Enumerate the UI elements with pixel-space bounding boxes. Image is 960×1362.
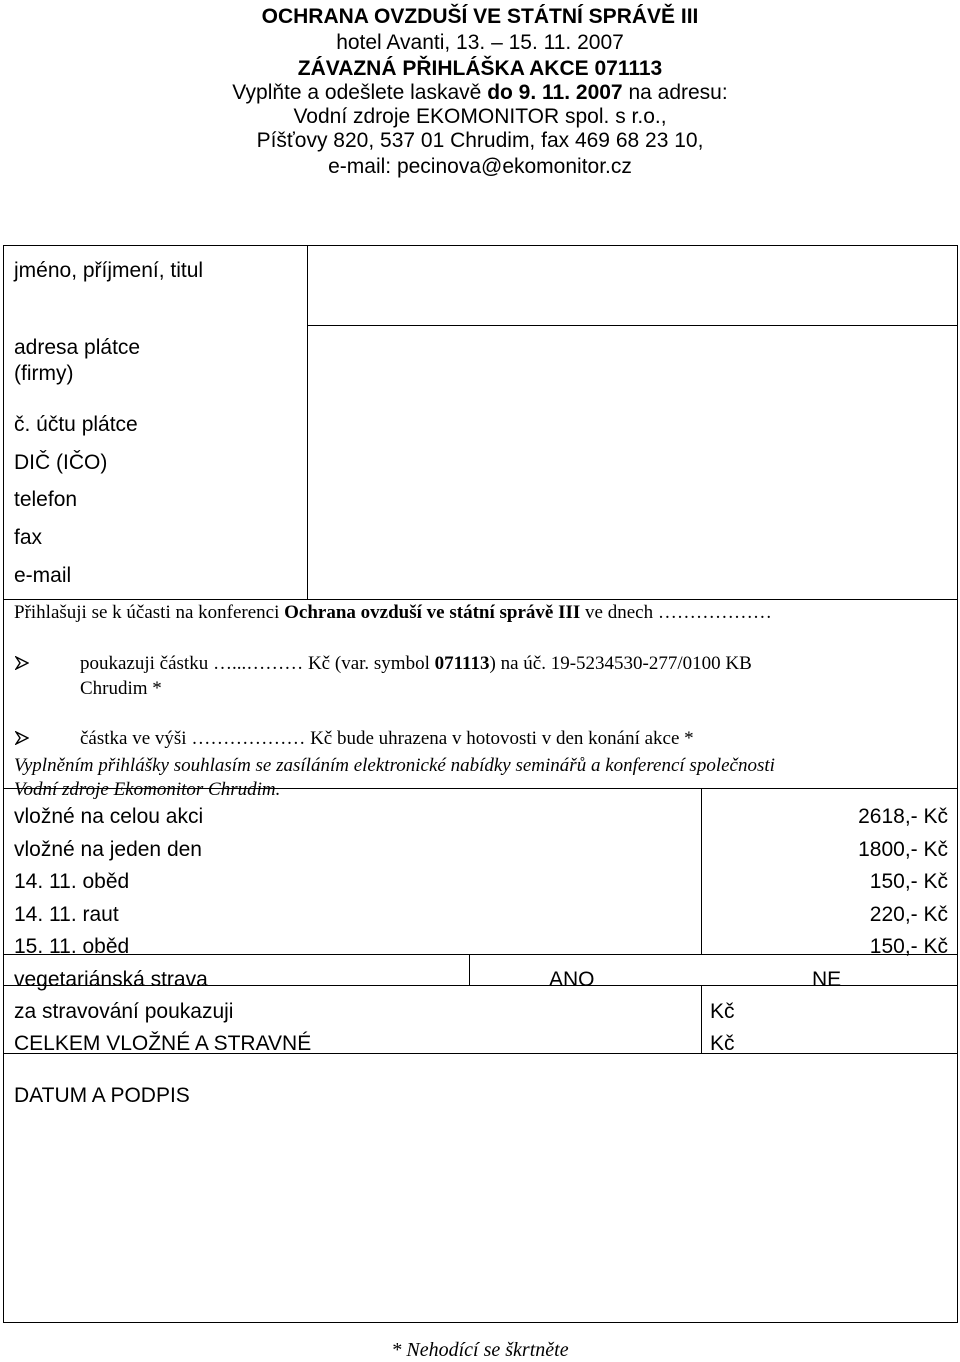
vegetarian-yes[interactable]: ANO [549,968,595,991]
food-payment-unit[interactable]: Kč [710,1000,735,1023]
bullet-arrow-icon [15,656,29,670]
payment-cash-option[interactable]: částka ve výši ……………… Kč bude uhrazena v hotovosti v den konání akce * [80,728,694,749]
dic-label: DIČ (IČO) [14,451,108,474]
fee-price-full: 2618,- Kč [858,805,948,828]
address-label-sub: (firmy) [14,362,74,385]
consent-text-1: Vyplněním přihlášky souhlasím se zasíláním elektronické nabídky seminářů a konferencí společnosti [14,755,775,776]
consent-text-2: Vodní zdroje Ekomonitor Chrudim. [14,779,281,800]
bullet-arrow-icon [15,731,29,745]
registration-text: Přihlašuji se k účasti na konferenci Ochrana ovzduší ve státní správě III ve dnech ……………… [14,602,772,623]
fax-label: fax [14,526,43,549]
fee-label-lunch-14: 14. 11. oběd [14,870,130,893]
vegetarian-no[interactable]: NE [812,968,842,991]
name-input[interactable] [310,247,955,323]
fee-label-raut: 14. 11. raut [14,903,119,926]
header-venue: hotel Avanti, 13. – 15. 11. 2007 [336,31,624,54]
payment-transfer-option[interactable]: poukazuji částku …...……… Kč (var. symbol 071113) na úč. 19-5234530-277/0100 KB [80,653,752,674]
total-unit[interactable]: Kč [710,1032,735,1055]
email-label: e-mail [14,564,72,587]
vegetarian-label: vegetariánská strava [14,968,208,991]
fee-label-day: vložné na jeden den [14,838,202,861]
header-form-title: ZÁVAZNÁ PŘIHLÁŠKA AKCE 071113 [297,57,663,80]
header-company: Vodní zdroje EKOMONITOR spol. s r.o., [293,105,667,128]
fee-price-lunch-15: 150,- Kč [869,935,948,958]
fee-price-raut: 220,- Kč [869,903,948,926]
address-label: adresa plátce [14,336,141,359]
payment-transfer-option-cont: Chrudim * [80,678,162,699]
header-instructions: Vyplňte a odešlete laskavě do 9. 11. 2007 na adresu: [232,81,728,104]
fee-label-lunch-15: 15. 11. oběd [14,935,130,958]
fee-label-full: vložné na celou akci [14,805,204,828]
header-email: e-mail: pecinova@ekomonitor.cz [328,155,632,178]
fee-price-day: 1800,- Kč [858,838,948,861]
details-input[interactable] [310,326,955,596]
header-title: OCHRANA OVZDUŠÍ VE STÁTNÍ SPRÁVĚ III [261,5,699,28]
footnote: * Nehodící se škrtněte [391,1339,569,1361]
signature-label: DATUM A PODPIS [14,1084,190,1107]
header-address: Píšťovy 820, 537 01 Chrudim, fax 469 68 23 10, [256,129,704,152]
fee-price-lunch-14: 150,- Kč [869,870,948,893]
food-payment-label: za stravování poukazuji [14,1000,234,1023]
phone-label: telefon [14,488,78,511]
total-label: CELKEM VLOŽNÉ A STRAVNÉ [14,1032,312,1055]
signature-area[interactable] [10,1112,950,1317]
account-label: č. účtu plátce [14,413,138,436]
name-label: jméno, příjmení, titul [14,259,204,282]
